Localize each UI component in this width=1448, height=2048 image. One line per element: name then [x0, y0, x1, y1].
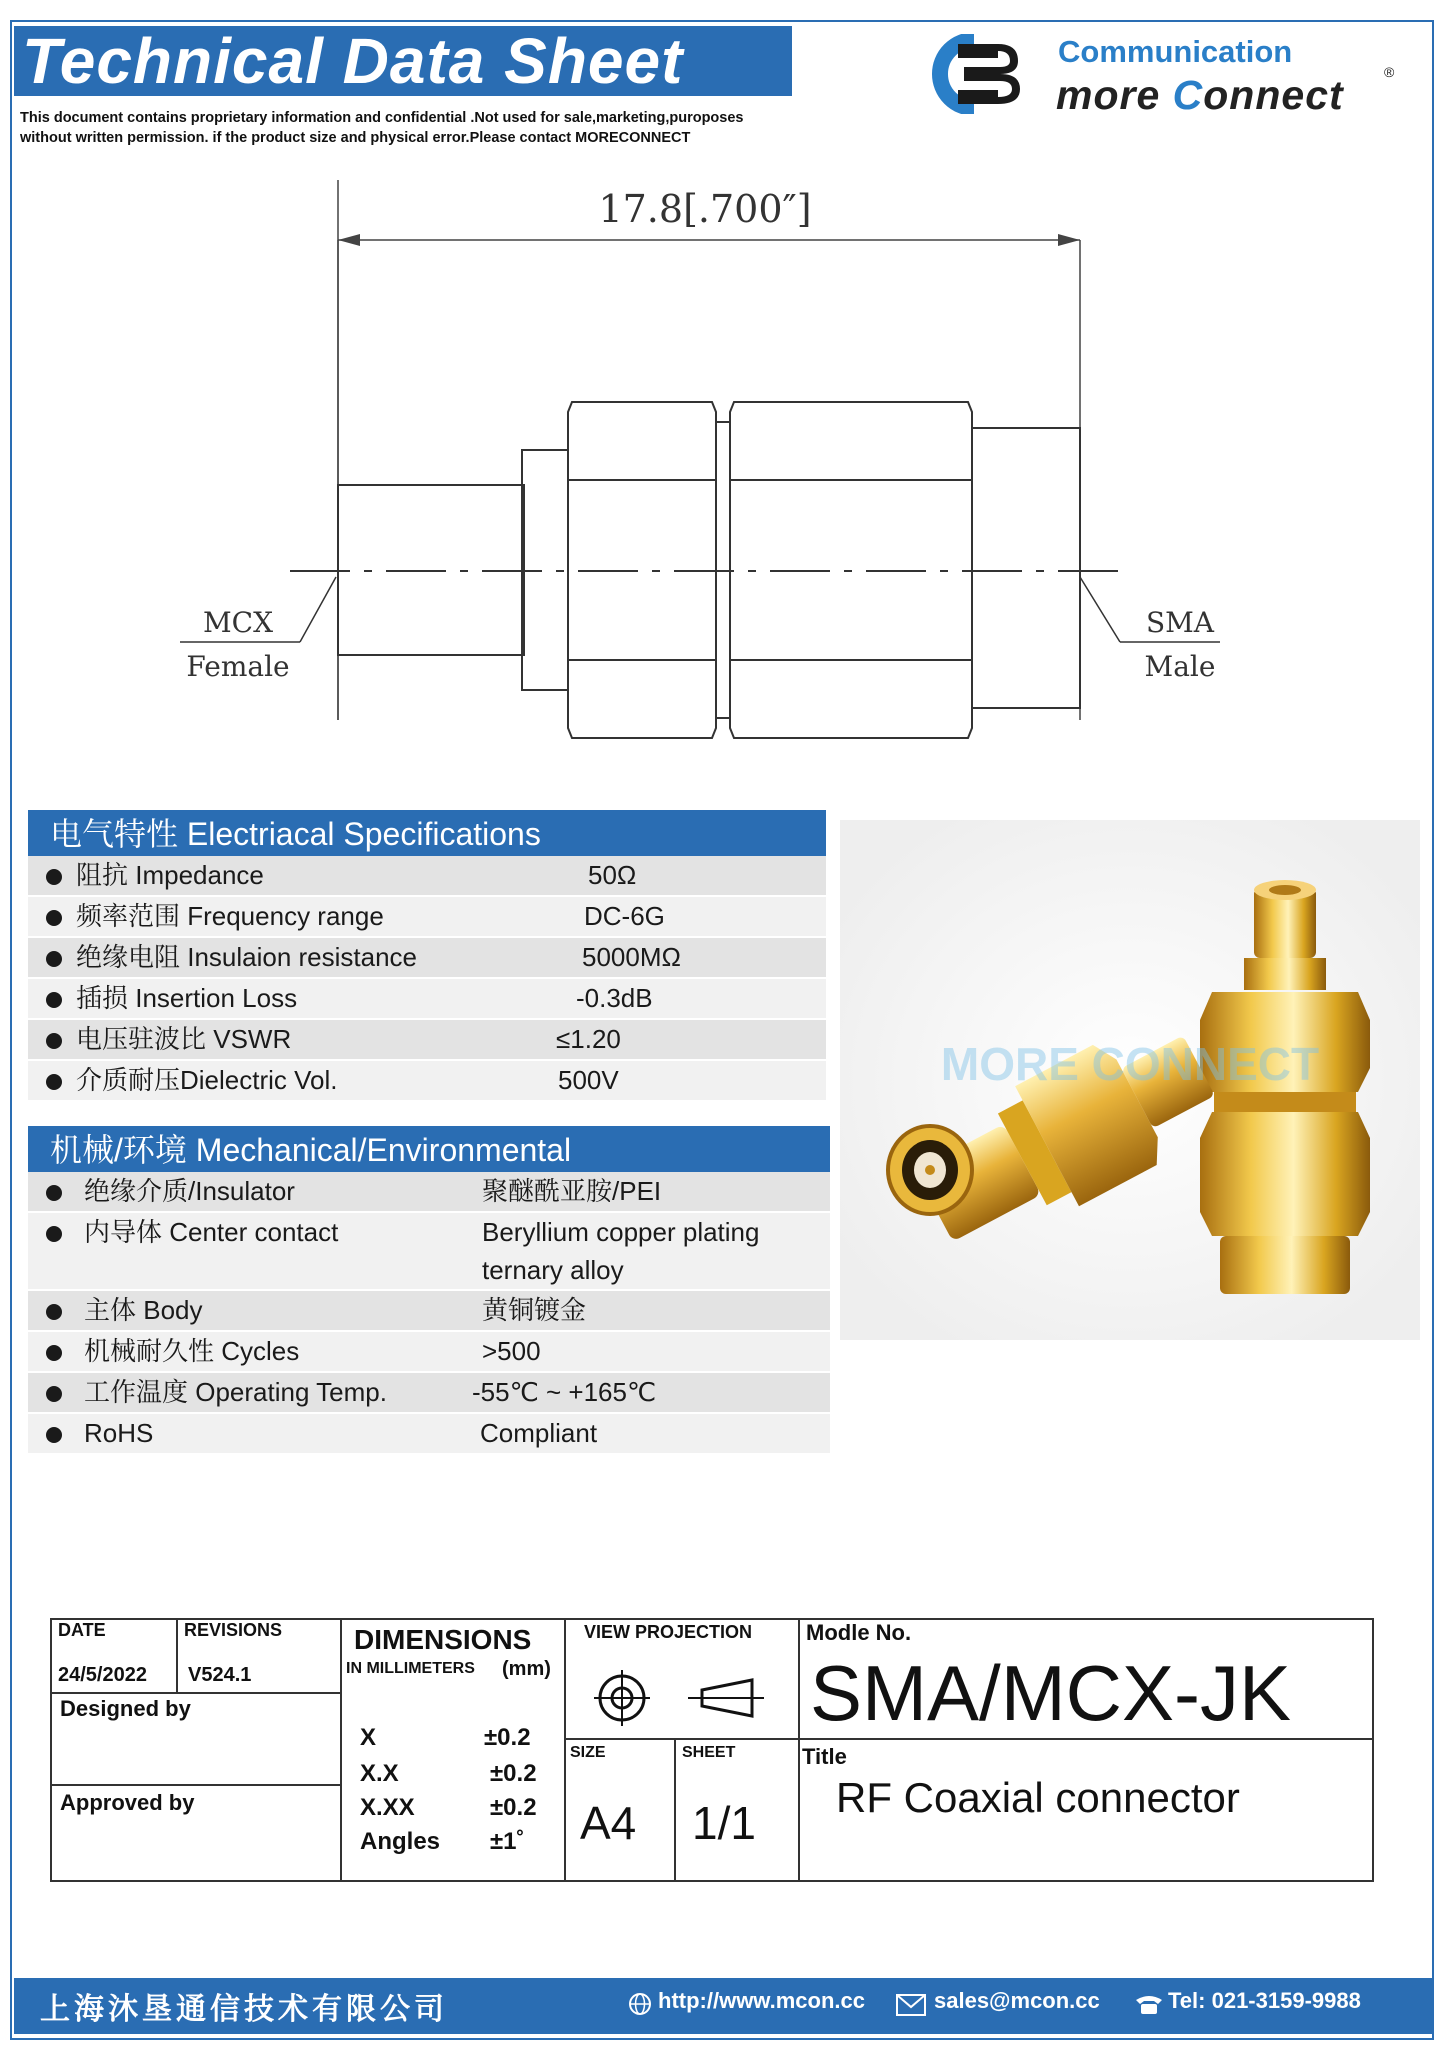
mechanical-specs-table — [28, 1126, 830, 1455]
table-row: 阻抗 Impedance 50Ω — [28, 856, 826, 897]
table-row: 频率范围 Frequency range DC-6G — [28, 897, 826, 938]
table-row: RoHS Compliant — [28, 1414, 830, 1455]
mm-label: (mm) — [502, 1658, 551, 1680]
title-label: Title — [802, 1744, 847, 1769]
date-value: 24/5/2022 — [58, 1664, 147, 1686]
male-label: Male — [1144, 650, 1216, 683]
product-photo — [840, 820, 1420, 1340]
mechanical-specs-heading: 机械/环境 Mechanical/Environmental — [28, 1126, 830, 1172]
bullet-icon — [46, 910, 62, 926]
bullet-icon — [46, 1386, 62, 1402]
date-label: DATE — [58, 1620, 106, 1640]
connector-drawing — [160, 180, 1260, 760]
designed-by-label: Designed by — [60, 1696, 191, 1721]
photo-watermark: MORE CONNECT — [940, 1038, 1320, 1090]
registered-mark: ® — [1384, 64, 1395, 80]
bullet-icon — [46, 1226, 62, 1242]
table-row: 介质耐压Dielectric Vol. 500V — [28, 1061, 826, 1102]
title-value: RF Coaxial connector — [836, 1774, 1240, 1821]
table-row: 插损 Insertion Loss -0.3dB — [28, 979, 826, 1020]
website-link[interactable]: http://www.mcon.cc — [658, 1988, 865, 2013]
company-logo-icon — [914, 34, 1034, 114]
revisions-label: REVISIONS — [184, 1620, 283, 1640]
view-projection-label: VIEW PROJECTION — [584, 1622, 753, 1642]
page-title: Technical Data Sheet — [22, 25, 684, 97]
model-value: SMA/MCX-JK — [810, 1649, 1292, 1737]
approved-by-label: Approved by — [60, 1790, 195, 1815]
sma-label: SMA — [1145, 606, 1215, 639]
tol-value: ±0.2 — [484, 1724, 531, 1751]
bullet-icon — [46, 951, 62, 967]
electrical-specs-table — [28, 810, 826, 1102]
tol-key: X — [360, 1724, 377, 1751]
mail-icon — [896, 1994, 926, 2016]
in-millimeters-label: IN MILLIMETERS — [346, 1660, 475, 1677]
tol-key: X.X — [360, 1760, 399, 1787]
sheet-value: 1/1 — [692, 1797, 756, 1849]
table-row: 工作温度 Operating Temp. -55℃ ~ +165℃ — [28, 1373, 830, 1414]
revisions-value: V524.1 — [188, 1664, 252, 1686]
size-label: SIZE — [570, 1744, 606, 1761]
phone-icon — [1134, 1992, 1164, 2016]
bullet-icon — [46, 869, 62, 885]
table-row: 机械耐久性 Cycles >500 — [28, 1332, 830, 1373]
bullet-icon — [46, 1427, 62, 1443]
bullet-icon — [46, 1345, 62, 1361]
table-row: 内导体 Center contact Beryllium copper plating ternary alloy — [28, 1213, 830, 1291]
brand-tagline: Communication — [1058, 34, 1293, 69]
model-label: Modle No. — [806, 1620, 912, 1645]
tol-value: ±1˚ — [490, 1828, 525, 1855]
tol-key: Angles — [360, 1828, 441, 1855]
table-row: 主体 Body 黄铜镀金 — [28, 1291, 830, 1332]
mcx-label: MCX — [202, 606, 274, 639]
female-label: Female — [186, 650, 290, 683]
confidential-notice: This document contains proprietary information and confidential .Not used for sale,marketing,puroposes without written permission. if the product size and physical error.Please contact MORECONNECT — [20, 110, 744, 146]
table-row: 绝缘电阻 Insulaion resistance 5000MΩ — [28, 938, 826, 979]
bullet-icon — [46, 992, 62, 1008]
tol-value: ±0.2 — [490, 1760, 537, 1787]
size-value: A4 — [580, 1797, 637, 1849]
tol-key: X.XX — [360, 1794, 415, 1821]
brand-name: more Connect — [1056, 72, 1344, 118]
bullet-icon — [46, 1033, 62, 1049]
electrical-specs-heading: 电气特性 Electriacal Specifications — [28, 810, 826, 856]
table-row: 绝缘介质/Insulator 聚醚酰亚胺/PEI — [28, 1172, 830, 1213]
projection-symbol-icon — [592, 1668, 772, 1728]
company-name: 上海沐垦通信技术有限公司 — [40, 1992, 448, 2027]
email-link[interactable]: sales@mcon.cc — [934, 1988, 1100, 2013]
globe-icon — [628, 1992, 652, 2016]
sheet-label: SHEET — [682, 1744, 736, 1761]
title-block — [50, 1618, 1374, 1882]
bullet-icon — [46, 1304, 62, 1320]
phone-number: Tel: 021-3159-9988 — [1168, 1988, 1361, 2013]
dimensions-label: DIMENSIONS — [354, 1624, 532, 1655]
bullet-icon — [46, 1185, 62, 1201]
bullet-icon — [46, 1074, 62, 1090]
tol-value: ±0.2 — [490, 1794, 537, 1821]
dimension-text: 17.8[.700″] — [598, 187, 812, 231]
table-row: 电压驻波比 VSWR ≤1.20 — [28, 1020, 826, 1061]
